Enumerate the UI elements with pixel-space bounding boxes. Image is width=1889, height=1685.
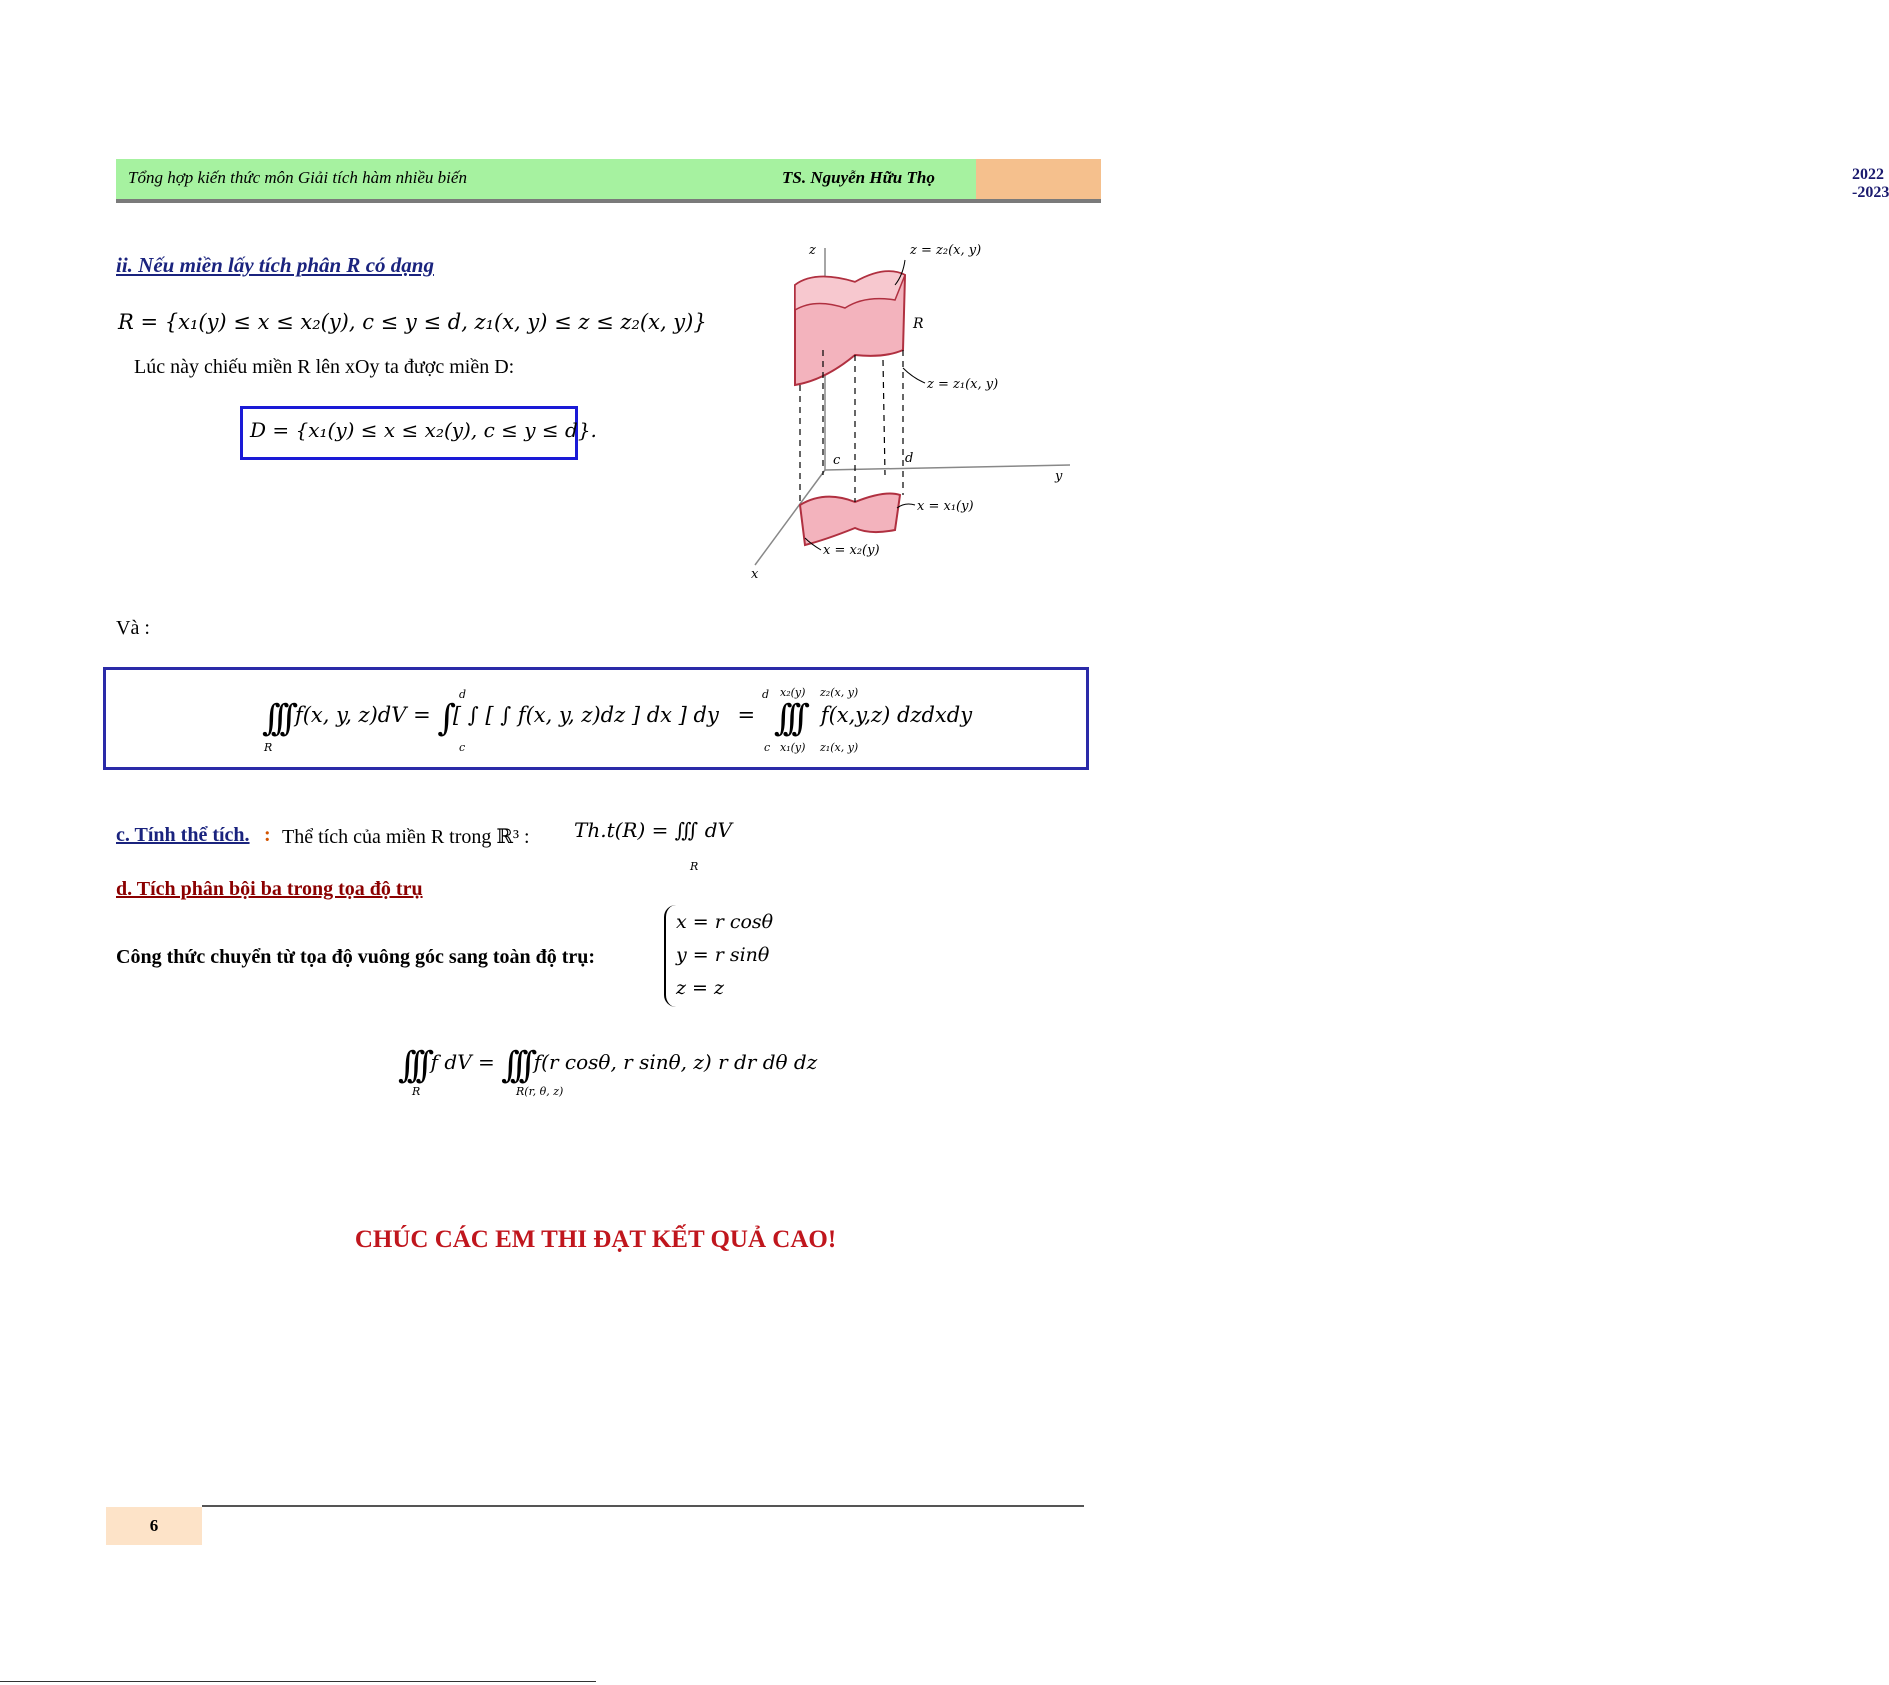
region-figure [751, 240, 1091, 585]
lim-region-R: R [264, 741, 273, 754]
bottom-rule [0, 1681, 596, 1682]
section-c-title: c. Tính thể tích. [116, 824, 250, 846]
header-green-band [116, 159, 976, 199]
fig-label-d: d [905, 451, 914, 466]
lim-z1: z₁(x, y) [820, 741, 859, 754]
integral-sign-outer: ∫ [437, 698, 447, 739]
footer-rule [202, 1505, 1084, 1507]
fig-label-R: R [913, 316, 924, 332]
header-year-box [976, 159, 1889, 201]
va-label: Và : [116, 617, 150, 639]
projection-text: Lúc này chiếu miền R lên xOy ta được miền D: [134, 356, 515, 378]
header-author: TS. Nguyễn Hữu Thọ [782, 168, 935, 187]
cyl-int-lhs: f dV [430, 1050, 472, 1074]
fig-axis-x: x [751, 567, 759, 582]
cyl-int-sign-lhs: ∫∫∫ [398, 1045, 425, 1086]
lim-c-rhs: c [764, 741, 771, 754]
fig-label-x1: x = x₁(y) [917, 499, 974, 514]
y-axis [825, 465, 1070, 470]
integral-equals: = [737, 703, 756, 727]
cyl-line-x: x = r cosθ [676, 911, 774, 933]
lim-z2: z₂(x, y) [820, 686, 859, 699]
cyl-region-rhs: R(r, θ, z) [516, 1085, 564, 1098]
fig-label-top: z = z₂(x, y) [910, 243, 982, 258]
section-c-colon: : [264, 824, 271, 846]
fig-label-c: c [833, 453, 841, 468]
lim-c: c [459, 741, 466, 754]
header-course-title: Tổng hợp kiến thức môn Giải tích hàm nhiều biến [128, 168, 467, 187]
lim-d-rhs: d [762, 688, 770, 701]
projected-region-D [800, 494, 900, 545]
closing-message: CHÚC CÁC EM THI ĐẠT KẾT QUẢ CAO! [354, 1226, 837, 1253]
integral-middle: [ ∫ [ ∫ f(x, y, z)dz ] dx ] dy [452, 703, 719, 727]
cyl-line-y: y = r sinθ [676, 944, 770, 966]
section-d-title: d. Tích phân bội ba trong tọa độ trụ [116, 878, 423, 900]
lim-x1: x₁(y) [780, 741, 806, 754]
footer-page-box [106, 1507, 202, 1545]
volume-region: R [690, 860, 699, 873]
cyl-region-lhs: R [412, 1085, 421, 1098]
cyl-int-rhs: f(r cosθ, r sinθ, z) r dr dθ dz [533, 1050, 818, 1074]
triple-integral-sign: ∫∫∫ [262, 698, 289, 739]
integral-rhs: f(x,y,z) dzdxdy [820, 703, 973, 727]
section-ii-title: ii. Nếu miền lấy tích phân R có dạng [116, 253, 434, 277]
volume-formula: Th.t(R) = ∭ dV [574, 818, 732, 842]
formula-region-D: D = {x₁(y) ≤ x ≤ x₂(y), c ≤ y ≤ d}. [250, 418, 597, 442]
page-number: 6 [149, 1516, 159, 1535]
header-shadow [116, 199, 1101, 203]
fig-label-x2: x = x₂(y) [823, 543, 880, 558]
volume-text: Thể tích của miền R trong ℝ³ : [282, 826, 530, 848]
integral-lhs: f(x, y, z)dV [294, 703, 407, 727]
fig-label-bottom: z = z₁(x, y) [927, 377, 999, 392]
cyl-int-sign-rhs: ∫∫∫ [501, 1045, 528, 1086]
cyl-line-z: z = z [676, 977, 725, 999]
page-header [116, 159, 1889, 201]
fig-axis-z: z [809, 243, 816, 258]
cylindrical-text: Công thức chuyển từ tọa độ vuông góc sang toàn độ trụ: [116, 946, 596, 968]
fig-axis-y: y [1055, 469, 1063, 484]
header-year: 2022 -2023 [1852, 166, 1889, 201]
cylindrical-integral: ∫∫∫ f dV = ∫∫∫ f(r cosθ, r sinθ, z) r dr dθ dz [398, 1045, 818, 1086]
iterated-integral-sign: ∫∫∫ [773, 698, 801, 739]
formula-region-R: R = {x₁(y) ≤ x ≤ x₂(y), c ≤ y ≤ d, z₁(x, y) ≤ z ≤ z₂(x, y)} [118, 310, 707, 334]
lim-d: d [459, 688, 467, 701]
triple-integral-formula: ∫∫∫ f(x, y, z)dV = ∫ [ ∫ [ ∫ f(x, y, z)dz ] dx ] dy = ∫∫∫ f(x,y,z) dzdxdy [262, 698, 973, 739]
lim-x2: x₂(y) [780, 686, 806, 699]
